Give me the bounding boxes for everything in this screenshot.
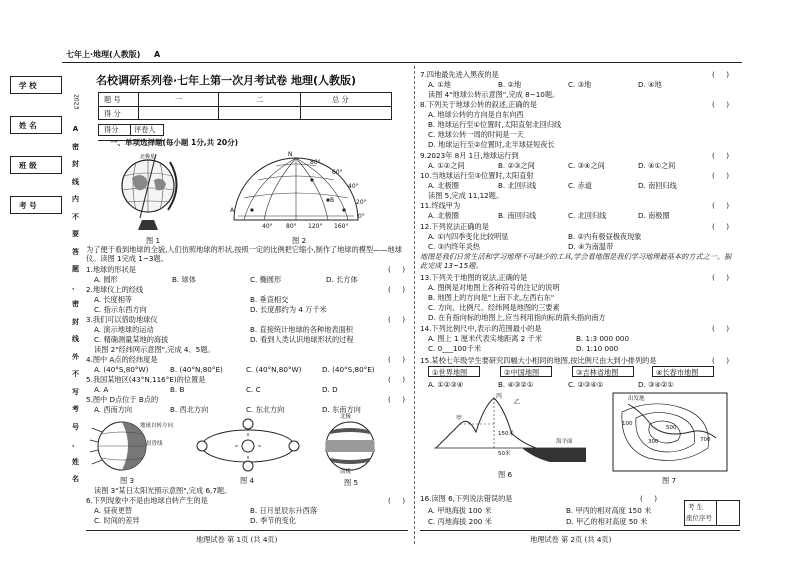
figure-4-caption: 图 4: [240, 476, 255, 485]
seal-notice-char: 密: [72, 300, 79, 308]
fig6-sea-label: 海平面: [556, 439, 573, 445]
intro-6: 地图是我们日常生活和学习地理不可缺少的工具,学会看地图是我们学习地理最基本的方式之一。据此完成 13~15题。: [420, 252, 732, 270]
q12-option-d[interactable]: D. ④为南温带: [568, 242, 614, 251]
grade-subject-header: 七年上·地理(人教版): [66, 50, 141, 59]
q6-answer-blank[interactable]: ( ): [388, 496, 406, 505]
seat-box-sep: [716, 500, 717, 526]
fig4-earth-top: [243, 419, 253, 429]
q5-answer-blank[interactable]: ( ): [388, 375, 406, 384]
q9-answer-blank[interactable]: ( ): [712, 151, 730, 160]
figure-5-zones: [320, 418, 380, 474]
q14-stem: 14.下列比例尺中,表示的范围最小的是: [420, 324, 542, 333]
q15-option-b[interactable]: B. ④③②①: [498, 380, 534, 389]
point-a: [250, 208, 253, 211]
q3-option-d[interactable]: D. 看到人类认识地球形状的过程: [250, 335, 354, 344]
fig6-point-yi: 乙: [514, 399, 521, 406]
fig5-south-label: 南极: [340, 469, 352, 475]
name-label: 姓 名: [19, 121, 37, 130]
q15-option-a[interactable]: A. ①②③④: [428, 380, 464, 389]
grader-score-label: 得分: [104, 125, 119, 134]
fig4-earth-bottom: [243, 461, 253, 471]
section1-heading: 一、单项选择题(每小题 1分,共 20分): [110, 138, 239, 147]
q15-map-1-label: ①世界地图: [432, 368, 468, 377]
q3-option-c[interactable]: C. 精确测量某地的海拔: [94, 335, 169, 344]
q8-option-d[interactable]: D. 地球运行至②位置时,北半球昼短夜长: [428, 140, 555, 149]
fig7-contour-300: 300: [648, 439, 659, 445]
seal-notice-char: 线: [72, 177, 79, 186]
q10-option-b[interactable]: B. 北回归线: [498, 181, 537, 190]
seal-notice-char: 外: [72, 352, 79, 361]
q11-option-c[interactable]: C. 北回归线: [568, 211, 607, 220]
seal-notice-char: 封: [72, 160, 79, 168]
intro-5: 读图 5,完成 11,12题。: [428, 191, 504, 200]
q5-option-d[interactable]: D. D: [322, 385, 338, 394]
figure-1-globe: [118, 150, 184, 236]
exam-title: 名校调研系列卷·七年上第一次月考试卷 地理(人教版): [96, 74, 357, 87]
seal-notice-char: 封: [72, 317, 79, 326]
score-header-cell: 题 号: [104, 95, 121, 104]
q1-option-c[interactable]: C. 椭圆形: [250, 275, 282, 284]
fig2-lon80: 80°: [286, 223, 297, 230]
q13-option-a[interactable]: A. 图例是对地图上各种符号的注记的说明: [428, 283, 560, 292]
score-header-cell: 一: [175, 95, 183, 104]
q13-option-b[interactable]: B. 地图上的方向是"上南下北,左西右东": [428, 293, 555, 302]
q5b-stem: 5.图中 D点位于 B点的: [86, 395, 159, 404]
fig7-contour-700: 700: [700, 437, 711, 443]
fig6-point-bing: 丙: [496, 393, 503, 400]
q2-option-b[interactable]: B. 垂直相交: [250, 295, 289, 304]
q9-option-d[interactable]: D. ④①之间: [638, 161, 676, 170]
fig6-150m: 150米: [498, 431, 514, 437]
left-page-footer: 地理试卷 第 1页 (共 4页): [196, 535, 278, 544]
fig2-n-label: N: [288, 151, 293, 158]
seal-notice-char: 姓: [72, 457, 79, 466]
q8-option-b[interactable]: B. 地球运行至①位置时,太阳直射北回归线: [428, 120, 562, 129]
globe-stand: [138, 220, 158, 230]
score-row-label: 得 分: [104, 109, 121, 118]
version-letter: A: [154, 50, 161, 59]
seal-notice-char: 名: [72, 475, 79, 483]
q9-option-c[interactable]: C. ③④之间: [568, 161, 605, 170]
grader-reviewer-label: 评卷人: [134, 125, 156, 134]
q5-option-c[interactable]: C. C: [246, 385, 261, 394]
q11-stem: 11.终线甲为: [420, 201, 461, 210]
q5-option-b[interactable]: B. B: [170, 385, 185, 394]
q5-option-a[interactable]: A. A: [94, 385, 109, 394]
q13-stem: 13.下列关于地图的说法,正确的是: [420, 273, 528, 282]
score-header-cell: 总 分: [332, 95, 349, 104]
fig3-rotation-label: 地球自转方向: [140, 423, 174, 429]
fig2-lat0: 0°: [358, 213, 365, 220]
q2-option-d[interactable]: D. 长度都约为 4 万千米: [250, 305, 327, 314]
left-footer-rule: [86, 530, 408, 531]
q8-answer-blank[interactable]: ( ): [712, 100, 730, 109]
q16-option-b[interactable]: B. 甲丙的相对高度 150 米: [566, 506, 652, 515]
q8-option-c[interactable]: C. 地球公转一周的时间是一天: [428, 130, 524, 139]
fig4-sun: [242, 440, 254, 452]
q5b-option-d[interactable]: D. 东南方向: [322, 405, 361, 414]
seal-notice-char: 不: [72, 212, 79, 221]
q7-option-d[interactable]: D. ④地: [638, 80, 662, 89]
seal-notice-char: 密: [72, 142, 79, 151]
fig6-sea: [522, 448, 586, 462]
q4-option-d[interactable]: D. (40°S,80°E): [322, 365, 375, 374]
score-header-cell: 二: [256, 95, 264, 104]
figure-6-caption: 图 6: [498, 470, 513, 479]
q15-map-4-label: ④长春市地图: [656, 368, 699, 377]
q10-stem: 10.当地球运行至③位置时,太阳直射: [420, 171, 534, 180]
seal-notice-char: 题: [72, 265, 79, 273]
q3-option-b[interactable]: B. 直接统计地球的各种地表面积: [250, 325, 353, 334]
q13-answer-blank[interactable]: ( ): [712, 273, 730, 282]
fig2-lat20: 20°: [356, 199, 367, 206]
seal-notice-char: 线: [72, 335, 79, 343]
q15-map-3-label: ③吉林省地图: [576, 368, 619, 377]
q16-option-c[interactable]: C. 丙地海拔 200 米: [428, 517, 492, 526]
q15-answer-blank[interactable]: ( ): [712, 356, 730, 365]
q16-option-a[interactable]: A. 甲地海拔 100 米: [428, 506, 492, 515]
seal-notice-char: 不: [72, 370, 79, 378]
fig3-terminator-label: 晨昏线: [146, 441, 163, 447]
intro-3: 读图 3"某日太阳光照示意图",完成 6,7题。: [94, 486, 232, 495]
q13-option-c[interactable]: C. 方向、比例尺、经纬网是地图的三要素: [428, 303, 560, 312]
point-d: [342, 208, 345, 211]
q15-map-4: [652, 366, 714, 377]
fig7-start-label: 出发地: [628, 396, 645, 402]
fig2-lon40: 40°: [262, 223, 273, 230]
figure-3-caption: 图 3: [120, 476, 135, 485]
q15-map-1: [428, 366, 480, 377]
q15-map-2: [500, 366, 552, 377]
q5b-option-c[interactable]: C. 东北方向: [246, 405, 285, 414]
q14-option-d[interactable]: D. 1:10 000: [576, 344, 619, 353]
q5b-option-a[interactable]: A. 西南方向: [94, 405, 133, 414]
q7-answer-blank[interactable]: ( ): [712, 70, 730, 79]
column-divider: [414, 66, 415, 544]
fig1-north-star: 北极星: [140, 154, 156, 160]
q12-stem: 12.下列说法正确的是: [420, 222, 489, 231]
figure-5-caption: 图 5: [344, 478, 359, 487]
fig6-50m: 50米: [498, 451, 511, 457]
q16-stem: 16.读图 6,下列说法错误的是: [420, 494, 513, 503]
q15-stem: 15.某校七年级学生要研究四幅大小相同的地图,按比例尺由大到小排列的是: [420, 356, 657, 365]
right-page-footer: 地理试卷 第 2页 (共 4页): [530, 535, 612, 544]
q3-answer-blank[interactable]: ( ): [388, 315, 406, 324]
exam-number-field[interactable]: [10, 196, 62, 214]
q1-option-d[interactable]: D. 长方体: [326, 275, 358, 284]
seal-notice-char: 答: [72, 247, 79, 256]
q7-stem: 7.四地最先进入黑夜的是: [420, 70, 499, 79]
q1-option-b[interactable]: B. 球体: [172, 275, 196, 284]
fig2-point-b-label: B: [330, 197, 335, 204]
fig2-lat80: 80°: [310, 159, 321, 166]
fig6-terrain: [436, 398, 536, 448]
point-c: [310, 178, 313, 181]
q16-option-d[interactable]: D. 甲乙的相对高度 50 米: [566, 517, 648, 526]
q11-option-b[interactable]: B. 南回归线: [498, 211, 537, 220]
q8-stem: 8.下列关于地球公转的叙述,正确的是: [420, 100, 537, 109]
q5b-option-b[interactable]: B. 西北方向: [170, 405, 209, 414]
q14-option-c[interactable]: C. 0___100千米: [428, 344, 482, 353]
q1-option-a[interactable]: A. 圆形: [94, 275, 118, 284]
q10-answer-blank[interactable]: ( ): [712, 171, 730, 180]
seal-notice-char: 写: [72, 387, 79, 396]
q9-option-a[interactable]: A. ①②之间: [428, 161, 465, 170]
fig2-lat40: 40°: [348, 183, 359, 190]
seal-notice-char: 号: [72, 422, 79, 431]
exam-number-label: 考 号: [19, 201, 37, 210]
right-footer-rule: [420, 530, 740, 531]
q16-answer-blank[interactable]: ( ): [640, 494, 658, 503]
q6-option-d[interactable]: D. 季节的变化: [250, 516, 297, 525]
fig7-contour-500: 500: [666, 425, 677, 431]
q11-option-a[interactable]: A. 北极圈: [428, 211, 459, 220]
q4-option-c[interactable]: C. (40°N,80°W): [246, 365, 302, 374]
school-label: 学 校: [19, 81, 37, 90]
seal-notice-char: 考: [72, 405, 79, 413]
q10-option-a[interactable]: A. 北极圈: [428, 181, 459, 190]
q9-option-b[interactable]: B. ②③之间: [498, 161, 535, 170]
q13-option-d[interactable]: D. 在有指向标的地图上,应当利用指向标的箭头指向南方: [428, 313, 606, 322]
grader-sep: [130, 124, 131, 136]
fig2-point-a-label: A: [230, 207, 235, 214]
q2-option-c[interactable]: C. 指示东西方向: [94, 305, 147, 314]
q3-stem: 3.我们可以借助地球仪: [86, 315, 158, 324]
q10-option-d[interactable]: D. 南回归线: [638, 181, 677, 190]
q15-map-2-label: ②中国地图: [504, 368, 540, 377]
q8-option-a[interactable]: A. 地球公转的方向是自东向西: [428, 110, 524, 119]
q2-stem: 2.地球仪上的经线: [86, 285, 144, 294]
q6-option-c[interactable]: C. 时间的差异: [94, 516, 140, 525]
seal-notice-char: 内: [72, 195, 79, 203]
q7-option-c[interactable]: C. ③地: [568, 80, 592, 89]
year-text: 2023: [72, 94, 80, 110]
fig2-lat60: 60°: [332, 169, 343, 176]
school-field[interactable]: [10, 76, 62, 94]
q10-option-c[interactable]: C. 赤道: [568, 181, 592, 190]
q4-answer-blank[interactable]: ( ): [388, 355, 406, 364]
q12-option-c[interactable]: C. ③内终年炎热: [428, 242, 480, 251]
q14-option-b[interactable]: B. 1:3 000 000: [576, 334, 630, 343]
q6-stem: 6.下列现象中不是由地球自转产生的是: [86, 496, 208, 505]
q4-option-b[interactable]: B. (40°N,80°E): [170, 365, 223, 374]
fig4-earth-right: [289, 441, 299, 451]
fig2-lon160: 160°: [334, 223, 349, 230]
fig7-contour-100: 100: [622, 421, 633, 427]
q15-option-d[interactable]: D. ③④②①: [638, 380, 674, 389]
q15-option-c[interactable]: C. ②③④①: [568, 380, 604, 389]
fig5-zone-band: [325, 440, 375, 452]
figure-7-caption: 图 7: [662, 476, 677, 485]
header-rule: [62, 62, 742, 63]
score-col-sep: [138, 92, 139, 120]
figure-1-caption: 图 1: [146, 236, 161, 245]
fig4-earth-left: [197, 441, 207, 451]
q11-option-d[interactable]: D. 南极圈: [638, 211, 670, 220]
q12-answer-blank[interactable]: ( ): [712, 222, 730, 231]
fig6-point-jia: 甲: [456, 415, 463, 422]
figure-4-orbit: [196, 416, 300, 474]
name-field[interactable]: [10, 116, 62, 134]
q5b-answer-blank[interactable]: ( ): [388, 395, 406, 404]
q12-option-b[interactable]: B. ②内有极昼极夜现象: [568, 232, 642, 241]
q4-stem: 4.图中 A点的经纬度是: [86, 355, 158, 364]
fig5-north-label: 北极: [340, 414, 352, 420]
q1-stem: 1.地球的形状是: [86, 265, 136, 274]
score-col-sep: [218, 92, 219, 120]
class-label: 班 级: [19, 161, 37, 170]
q14-answer-blank[interactable]: ( ): [712, 324, 730, 333]
seat-label-a: 考 生: [688, 503, 704, 511]
q7-option-b[interactable]: B. ②地: [498, 80, 522, 89]
seat-label-b: 座位序号: [686, 514, 712, 522]
score-col-sep: [300, 92, 301, 120]
q7-option-a[interactable]: A. ①地: [428, 80, 451, 89]
q2-answer-blank[interactable]: ( ): [388, 285, 406, 294]
q12-option-a[interactable]: A. ①内四季变化比较明显: [428, 232, 509, 241]
q6-option-b[interactable]: B. 日月星辰东升西落: [250, 506, 318, 515]
q2-option-a[interactable]: A. 长度相等: [94, 295, 133, 304]
q4-option-a[interactable]: A. (40°S,80°W): [94, 365, 149, 374]
seal-notice-char: 、: [72, 282, 79, 291]
q6-option-a[interactable]: A. 昼夜更替: [94, 506, 133, 515]
seal-notice-char: 要: [72, 230, 79, 238]
intro-2: 读图 2"经纬网示意图",完成 4、5题。: [94, 345, 215, 354]
seal-notice-char: A: [72, 125, 79, 133]
year-vertical: [72, 94, 80, 111]
figure-2-caption: 图 2: [292, 236, 307, 245]
seal-notice-char: 、: [72, 440, 79, 448]
q14-option-a[interactable]: A. 图上 1 厘米代表实地距离 2 千米: [428, 334, 542, 343]
q11-answer-blank[interactable]: ( ): [712, 201, 730, 210]
class-field[interactable]: [10, 156, 62, 174]
q15-map-3: [572, 366, 634, 377]
q5-stem: 5.我国某地区(43°N,116°E)的位置是: [86, 375, 206, 384]
q9-stem: 9.2023年 8月 1日,地球运行到: [420, 151, 519, 160]
fig2-lon120: 120°: [308, 223, 323, 230]
q3-option-a[interactable]: A. 演示地球的运动: [94, 325, 154, 334]
intro-1: 为了便于看到地球的全貌,人们仿照地球的形状,按照一定的比例把它缩小,制作了地球的模型——地球仪。读图 1完成 1~3题。: [86, 245, 402, 263]
intro-4: 读图 4"地球公转示意图",完成 8~10题。: [428, 90, 560, 99]
q1-answer-blank[interactable]: ( ): [388, 265, 406, 274]
score-table-midline: [98, 106, 392, 107]
